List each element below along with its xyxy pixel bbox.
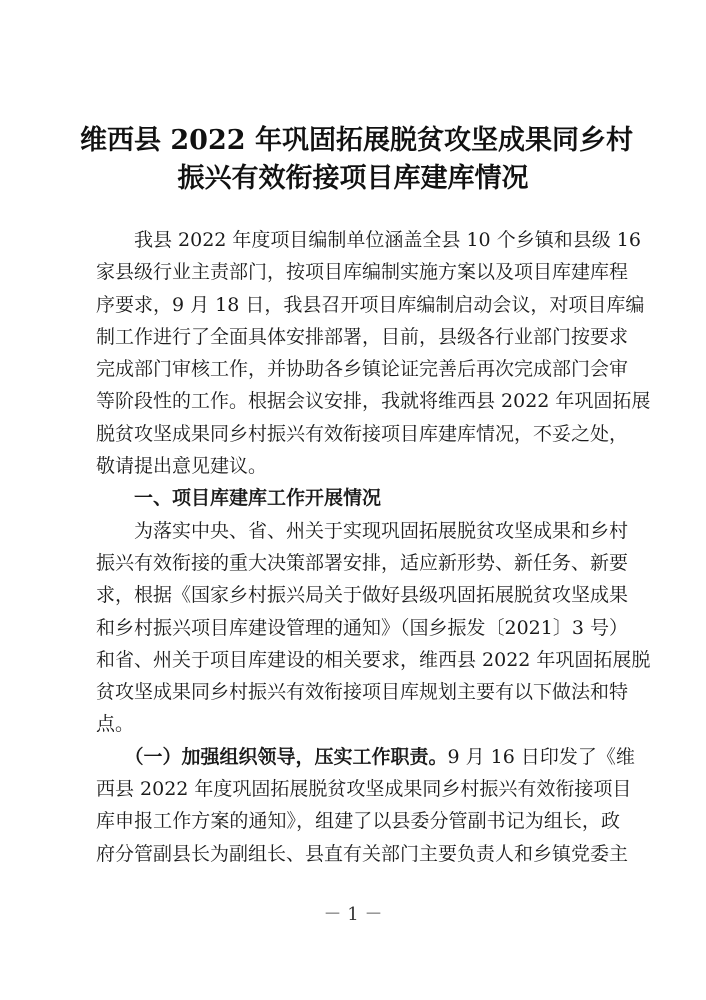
section-line: 振兴有效衔接的重大决策部署安排，适应新形势、新任务、新要: [96, 551, 629, 574]
title-line-1: 维西县 2022 年巩固拓展脱贫攻坚成果同乡村: [80, 125, 633, 156]
intro-line: 等阶段性的工作。根据会议安排，我就将维西县 2022 年巩固拓展: [96, 390, 651, 413]
section-line: 和省、州关于项目库建设的相关要求，维西县 2022 年巩固拓展脱: [96, 648, 651, 671]
section-line: 为落实中央、省、州关于实现巩固拓展脱贫攻坚成果和乡村: [96, 519, 629, 542]
subsection-text: 9 月 16 日印发了《维: [447, 745, 635, 768]
section-line: 贫攻坚成果同乡村振兴有效衔接项目库规划主要有以下做法和特: [96, 681, 629, 704]
intro-line: 脱贫攻坚成果同乡村振兴有效衔接项目库建库情况，不妥之处，: [96, 422, 629, 445]
intro-line: 制工作进行了全面具体安排部署，目前，县级各行业部门按要求: [96, 325, 629, 348]
page-number: － 1 －: [323, 904, 383, 925]
intro-line: 敬请提出意见建议。: [96, 455, 268, 478]
subsection-line: 库申报工作方案的通知》，组建了以县委分管副书记为组长，政: [96, 810, 620, 833]
title-line-2: 振兴有效衔接项目库建库情况: [177, 163, 529, 194]
subsection-line: [96, 741, 635, 773]
section-heading: 一、项目库建库工作开展情况: [96, 487, 382, 510]
section-line: 和乡村振兴项目库建设管理的通知》（国乡振发〔2021〕3 号）: [96, 616, 628, 639]
section-line: 点。: [96, 713, 135, 736]
document-title: [80, 122, 633, 198]
section-line: 求，根据《国家乡村振兴局关于做好县级巩固拓展脱贫攻坚成果: [96, 584, 629, 607]
intro-line: 序要求，9 月 18 日，我县召开项目库编制启动会议，对项目库编: [96, 293, 645, 316]
intro-line: 我县 2022 年度项目编制单位涵盖全县 10 个乡镇和县级 16: [96, 229, 641, 251]
subsection-line: 西县 2022 年度巩固拓展脱贫攻坚成果同乡村振兴有效衔接项目: [96, 778, 632, 801]
intro-line: 家县级行业主责部门，按项目库编制实施方案以及项目库建库程: [96, 261, 629, 284]
subsection-heading: （一）加强组织领导，压实工作职责。: [96, 745, 448, 768]
document-body: [96, 224, 651, 870]
intro-line: 完成部门审核工作，并协助各乡镇论证完善后再次完成部门会审: [96, 358, 629, 381]
subsection-line: 府分管副县长为副组长、县直有关部门主要负责人和乡镇党委主: [96, 842, 629, 865]
